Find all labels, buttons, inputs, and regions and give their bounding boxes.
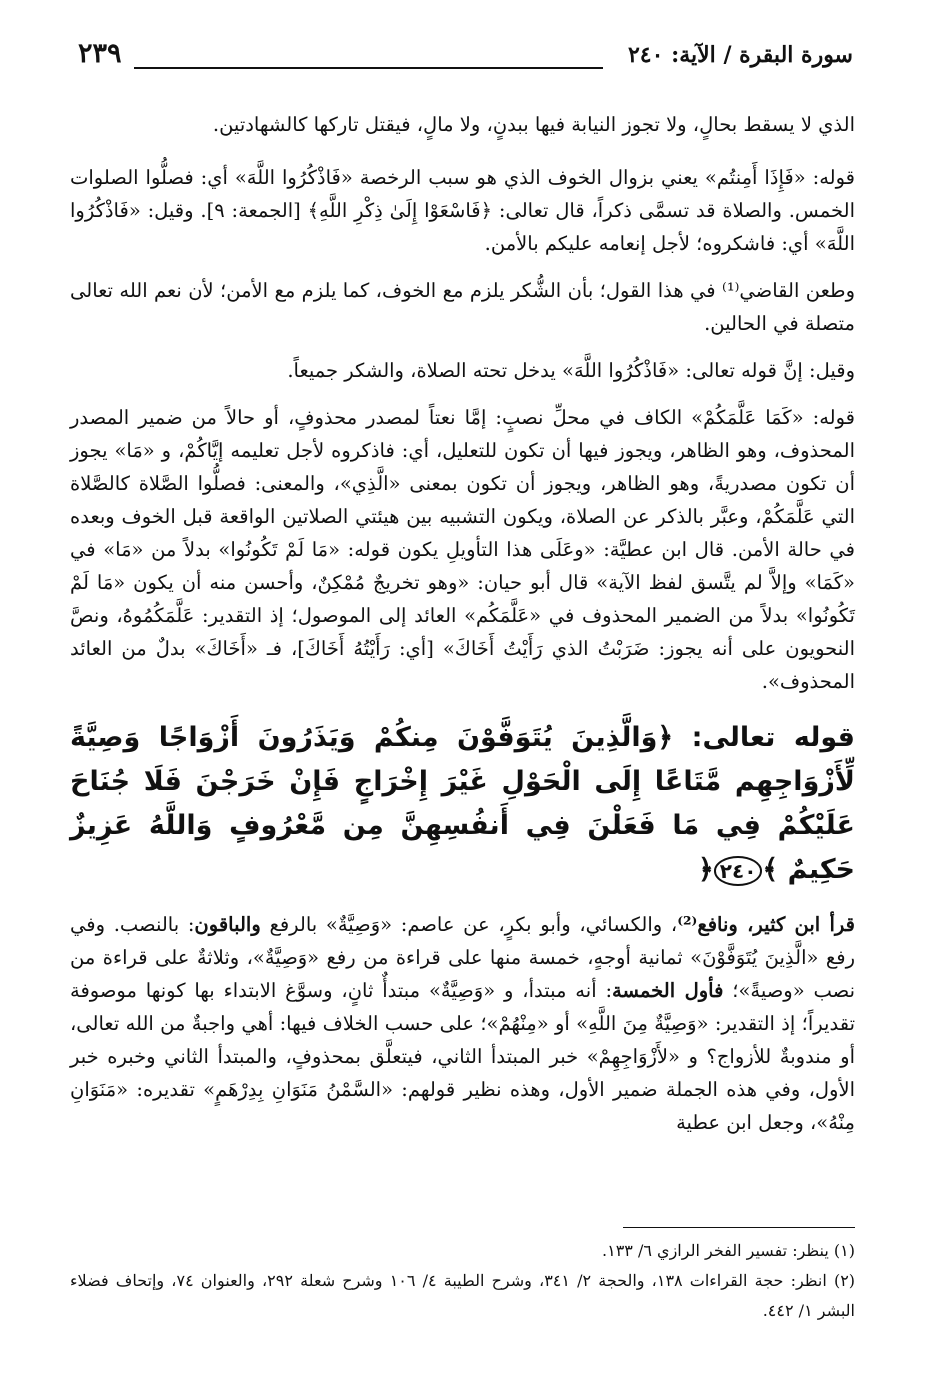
page-number: ٢٣٩ xyxy=(78,38,122,69)
paragraph-6 xyxy=(70,908,855,1139)
verse-text: قوله تعالى: ﴿وَالَّذِينَ يُتَوَفَّوْنَ مِنكُمْ وَيَذَرُونَ أَزْوَاجًا وَصِيَّةً لِّأَزْوَاجِهِم مَّتَاعًا إِلَى الْحَوْلِ غَيْرَ إِخْرَاجٍ فَإِنْ خَرَجْنَ فَلَا جُنَاحَ عَلَيْكُمْ فِي مَا فَعَلْنَ فِي أَنفُسِهِنَّ مِن مَّعْرُوفٍ وَاللَّهُ عَزِيزٌ حَكِيمٌ xyxy=(70,722,855,885)
quran-verse: قوله تعالى: ﴿وَالَّذِينَ يُتَوَفَّوْنَ مِنكُمْ وَيَذَرُونَ أَزْوَاجًا وَصِيَّةً لِّأَزْوَاجِهِم مَّتَاعًا إِلَى الْحَوْلِ غَيْرَ إِخْرَاجٍ فَإِنْ خَرَجْنَ فَلَا جُنَاحَ عَلَيْكُمْ فِي مَا فَعَلْنَ فِي أَنفُسِهِنَّ مِن مَّعْرُوفٍ وَاللَّهُ عَزِيزٌ حَكِيمٌ ﴾٢٤٠﴿ xyxy=(70,722,855,885)
readers-bold-b: والباقون xyxy=(194,913,261,936)
readers-bold-c: فأول الخمسة xyxy=(612,979,724,1002)
running-header xyxy=(78,34,853,74)
footnote-1: (١) ينظر: تفسير الفخر الرازي ٦/ ١٣٣. xyxy=(602,1241,855,1260)
surah-ayah-title: سورة البقرة / الآية: ٢٤٠ xyxy=(627,42,853,68)
readers-text-b: : بالنصب. وفي رفع «الَّذِينَ يُتَوَفَّوْنَ» ثمانية أوجهٍ، خمسة منها على قراءة من رفع «وَصِيَّةٌ»، وثلاثةٌ على قراءة من نصب «وصيةً»؛ xyxy=(70,913,855,1002)
paragraph-3: وطعن القاضي⁽¹⁾ في هذا القول؛ بأن الشُّكر يلزم مع الخوف، كما يلزم مع الأمن؛ لأن نعم الله تعالى متصلة في الحالين. xyxy=(70,279,855,335)
header-rule xyxy=(134,67,603,69)
readers-bold-a: قرأ ابن كثير، ونافع⁽²⁾ xyxy=(677,913,855,936)
readers-text-c: : أنه مبتدأ، و «وَصِيَّةٌ» مبتدأٌ ثانٍ، وسوَّغ الابتداء بها كونها موصوفة تقديراً؛ إذ التقدير: «وَصِيَّةٌ مِنَ اللَّهِ» أو «مِنْهُمْ»؛ على حسب الخلاف فيها: أهي واجبةٌ من الله تعالى، أو مندوبةٌ للأزواج؟ و «لأَزْوَاجِهِمْ» خبر المبتدأ الثاني، فيتعلَّق بمحذوفٍ، والمبتدأ الثاني وخبره خبر الأول، وفي هذه الجملة ضمير الأول، وهذه نظير قولهم: «السَّمْنُ مَنَوَانِ بِدِرْهَمٍ» تقديره: «مَنَوَانِ مِنْهُ»، وجعل ابن عطية xyxy=(70,979,855,1134)
footnotes xyxy=(70,1236,855,1326)
readers-text-a: ، والكسائي، وأبو بكرٍ، عن عاصم: «وَصِيَّةٌ» بالرفع xyxy=(260,913,678,936)
paragraph-1: الذي لا يسقط بحالٍ، ولا تجوز النيابة فيها ببدنٍ، ولا مالٍ، فيقتل تاركها كالشهادتين. xyxy=(212,113,855,136)
paragraph-2: قوله: «فَإِذَا أَمِنتُم» يعني بزوال الخوف الذي هو سبب الرخصة «فَاذْكُرُوا اللَّهَ» أي: فصلُّوا الصلوات الخمس. والصلاة قد تسمَّى ذكراً، قال تعالى: ﴿فَاسْعَوْا إِلَىٰ ذِكْرِ اللَّهِ﴾ [الجمعة: ٩]. وقيل: «فَاذْكُرُوا اللَّهَ» أي: فاشكروه؛ لأجل إنعامه عليكم بالأمن. xyxy=(70,166,855,255)
paragraph-5: قوله: «كَمَا عَلَّمَكُمْ» الكاف في محلِّ نصبٍ: إمَّا نعتاً لمصدر محذوفٍ، أو حالاً من ضمير المصدر المحذوف، وهو الظاهر، ويجوز فيها أن تكون للتعليل، أي: فاذكروه لأجل تعليمه إيَّاكُمْ، و «مَا» يجوز أن تكون مصدريةً، وهو الظاهر، ويجوز أن تكون بمعنى «الَّذِي»، والمعنى: فصلُّوا الصَّلاة كالصَّلاة التي عَلَّمَكُمْ، وعبَّر بالذكر عن الصلاة، ويكون التشبيه بين هيئتي الصلاتين الواقعة قبل الخوف وبعده في حالة الأمن. قال ابن عطيَّة: «وعَلَى هذا التأويلِ يكون قوله: «مَا لَمْ تَكُونُوا» بدلاً من «مَا» في «كَمَا» وإلاَّ لم يتَّسق لفظ الآية» قال أبو حيان: «وهو تخريجٌ مُمْكِنٌ، وأحسن منه أن يكون «مَا لَمْ تَكُونُوا» بدلاً من الضمير المحذوف في «عَلَّمَكُم» العائد إلى الموصول؛ إذ التقدير: عَلَّمَكُمُوهُ، ونصَّ النحويون على أنه يجوز: ضَرَبْتُ الذي رَأَيْتُ أَخَاكَ» [أي: رَأَيْتُهُ أَخَاكَ]، فـ «أَخَاكَ» بدلٌ من العائد المحذوف». xyxy=(70,406,855,693)
page-body xyxy=(70,108,855,1139)
footnote-2: (٢) انظر: حجة القراءات ١٣٨، والحجة ٢/ ٣٤١، وشرح الطيبة ٤/ ١٠٦ وشرح شعلة ٢٩٢، والعنوان ٧٤، وإتحاف فضلاء البشر ١/ ٤٤٢. xyxy=(70,1271,856,1320)
footnote-rule xyxy=(623,1227,855,1228)
verse-number-marker: ٢٤٠ xyxy=(714,856,763,886)
paragraph-4: وقيل: إنَّ قوله تعالى: «فَاذْكُرُوا اللَّهَ» يدخل تحته الصلاة، والشكر جميعاً. xyxy=(287,359,855,382)
